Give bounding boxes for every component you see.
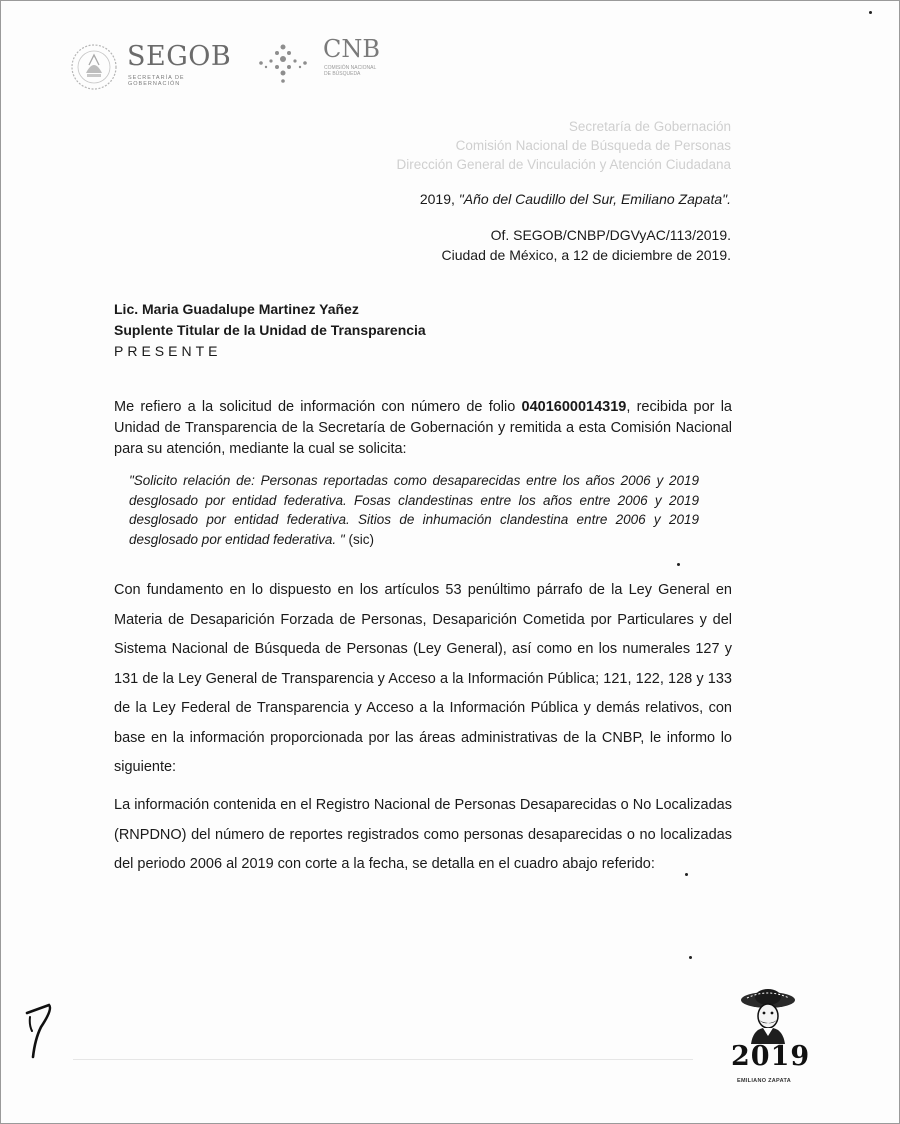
paragraph-registry-info: La información contenida en el Registro Nacional de Personas Desaparecidas o No Localizadas (RNPDNO) del número de reportes registrados como personas desaparecidas o no localizadas del periodo 2006 al 2019 con corte a la fecha, se detalla en el cuadro abajo referido:	[114, 797, 732, 872]
footer-rule	[73, 1059, 693, 1060]
addressee-block	[114, 299, 426, 362]
scan-speck	[677, 563, 680, 566]
footer-year: 2019	[731, 1041, 811, 1072]
scan-speck	[685, 873, 688, 876]
oficio-block	[441, 225, 731, 265]
agency-line: Comisión Nacional de Búsqueda de Personas	[455, 138, 731, 153]
folio-number: 0401600014319	[521, 399, 627, 415]
paragraph-request	[114, 397, 732, 460]
request-quote	[129, 471, 699, 549]
cnb-logo-subtitle: COMISIÓN NACIONAL DE BÚSQUEDA	[324, 65, 377, 77]
scan-speck	[689, 956, 692, 959]
addressee-name: Lic. Maria Guadalupe Martinez Yañez	[114, 301, 359, 317]
year-motto-prefix: 2019,	[419, 191, 459, 207]
presente-label: PRESENTE	[114, 343, 222, 359]
scan-speck	[869, 11, 872, 14]
agency-line: Dirección General de Vinculación y Atención Ciudadana	[396, 157, 731, 172]
year-motto	[420, 191, 731, 207]
mexican-seal-icon	[69, 43, 119, 91]
zapata-portrait-icon	[739, 986, 797, 1046]
segob-logo-text: SEGOB	[127, 41, 232, 72]
cnb-emblem-icon	[255, 41, 311, 85]
place-date: Ciudad de México, a 12 de diciembre de 2019.	[441, 247, 731, 263]
p1-before: Me refiero a la solicitud de información con número de folio	[114, 399, 522, 415]
segob-logo-subtitle: SECRETARÍA DE GOBERNACIÓN	[128, 75, 185, 87]
paragraph-legal-basis: Con fundamento en lo dispuesto en los artículos 53 penúltimo párrafo de la Ley General en Materia de Desaparición Forzada de Personas, Desaparición Cometida por Particulares y del Sistema Nacional de Búsqueda de Personas (Ley General), así como en los numerales 127 y 131 de la Ley General de Transparencia y Acceso a la Información Pública; 121, 122, 128 y 133 de la Ley Federal de Transparencia y Acceso a la Información Pública y demás relativos, con base en la información proporcionada por las áreas administrativas de la CNBP, le informo lo siguiente:	[114, 582, 732, 775]
cnb-logo-text: CNB	[323, 35, 380, 63]
oficio-number: Of. SEGOB/CNBP/DGVyAC/113/2019.	[490, 227, 731, 243]
footer-caption: EMILIANO ZAPATA	[737, 1078, 791, 1084]
addressee-title: Suplente Titular de la Unidad de Transparencia	[114, 322, 426, 338]
agency-header	[397, 117, 731, 174]
agency-line: Secretaría de Gobernación	[568, 119, 731, 134]
year-motto-text: "Año del Caudillo del Sur, Emiliano Zapata".	[458, 191, 731, 207]
quote-text: "Solicito relación de: Personas reportadas como desaparecidas entre los años 2006 y 2019 desglosado por entidad federativa. Fosas clandestinas entre los años entre 2006 y 2019 desglosado por entidad federativa. Sitios de inhumación clandestina entre 2006 y 2019 desglosado por entidad federativa. "	[129, 473, 699, 547]
p1-after: , recibida por la Unidad de Transparencia de la Secretaría de Gobernación y remitida a esta Comisión Nacional para su atención, mediante la cual se solicita:	[114, 399, 732, 457]
handwritten-mark-icon	[23, 999, 57, 1059]
quote-sic: (sic)	[344, 531, 374, 547]
